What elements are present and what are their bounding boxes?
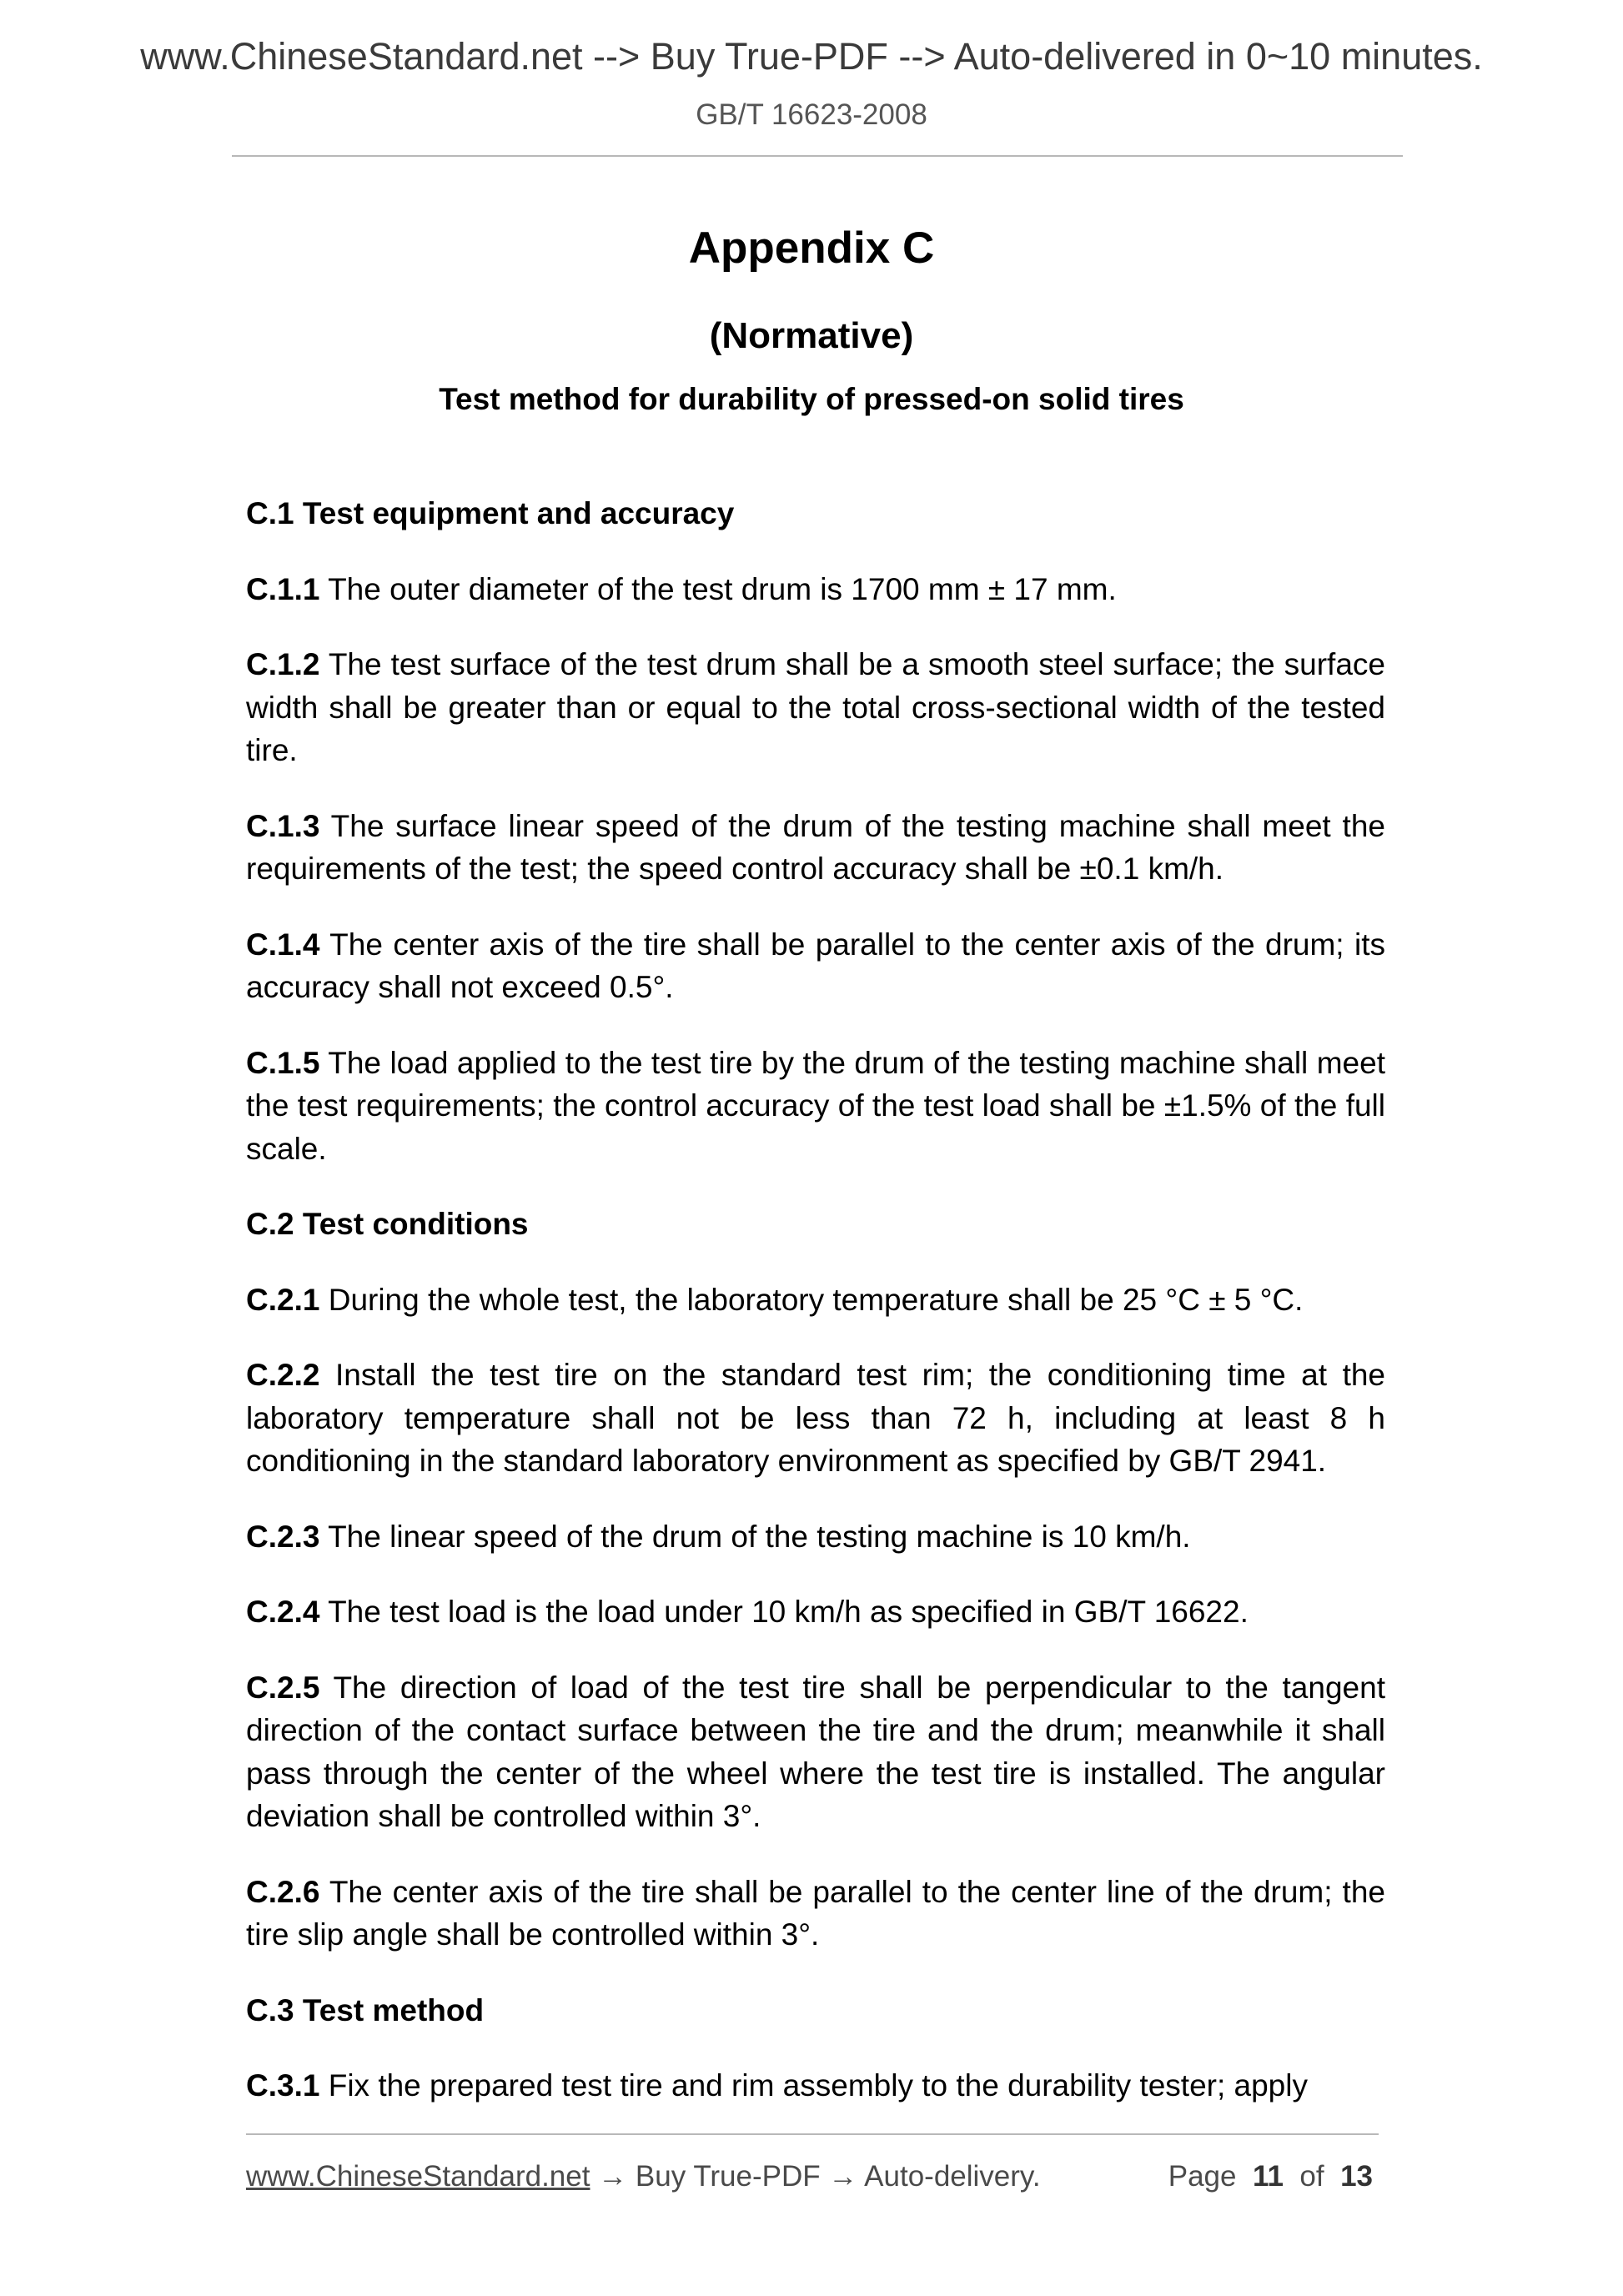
section-heading-c3: C.3 Test method	[246, 1992, 485, 2027]
clause-number: C.1.2	[246, 647, 320, 681]
clause-text: The outer diameter of the test drum is 1700 mm ± 17 mm.	[328, 571, 1117, 606]
clause-c-2-6	[246, 1871, 1385, 1957]
header-divider	[232, 155, 1403, 157]
page-number: 11	[1252, 2160, 1284, 2193]
clause-text: During the whole test, the laboratory temperature shall be 25 °C ± 5 °C.	[328, 1282, 1304, 1317]
section-heading-c1: C.1 Test equipment and accuracy	[246, 496, 735, 530]
appendix-title: Appendix C	[688, 224, 935, 273]
page-total: 13	[1340, 2160, 1373, 2193]
standard-code: GB/T 16623-2008	[696, 98, 927, 131]
footer-promo-text: → Buy True-PDF → Auto-delivery.	[590, 2160, 1041, 2193]
footer-promo	[246, 2158, 1041, 2195]
clause-c-2-2	[246, 1354, 1385, 1483]
clause-text: Install the test tire on the standard test rim; the conditioning time at the laboratory temperature shall not be less than 72 h, including at least 8 h conditioning in the standard laboratory environment as specified by GB/T 2941.	[246, 1358, 1386, 1478]
clause-text: Fix the prepared test tire and rim assembly to the durability tester; apply	[328, 2068, 1308, 2103]
page-of-label: of	[1299, 2160, 1324, 2193]
top-banner[interactable]: www.ChineseStandard.net --> Buy True-PDF --> Auto-delivered in 0~10 minutes.	[140, 35, 1483, 78]
clause-number: C.2.4	[246, 1595, 320, 1629]
clause-text: The surface linear speed of the drum of the testing machine shall meet the requirements of the test; the speed control accuracy shall be ±0.1 km/h.	[246, 808, 1385, 886]
clause-text: The test surface of the test drum shall be a smooth steel surface; the surface width shall be greater than or equal to the total cross-sectional width of the tested tire.	[246, 647, 1385, 767]
clause-c-1-3	[246, 805, 1385, 891]
clause-text: The direction of load of the test tire shall be perpendicular to the tangent direction of the contact surface between the tire and the drum; meanwhile it shall pass through the center of the wheel where the test tire is installed. The angular deviation shall be controlled within 3°.	[246, 1670, 1385, 1833]
clause-c-2-5	[246, 1666, 1385, 1838]
clause-number: C.3.1	[246, 2068, 320, 2103]
clause-number: C.1.4	[246, 927, 320, 962]
clause-c-1-4	[246, 923, 1385, 1009]
clause-text: The center axis of the tire shall be parallel to the center line of the drum; the tire slip angle shall be controlled within 3°.	[246, 1874, 1385, 1952]
clause-c-2-3	[246, 1515, 1385, 1559]
clause-text: The center axis of the tire shall be parallel to the center axis of the drum; its accuracy shall not exceed 0.5°.	[246, 927, 1385, 1004]
clause-text: The test load is the load under 10 km/h as specified in GB/T 16622.	[328, 1595, 1249, 1629]
clause-number: C.2.1	[246, 1282, 320, 1317]
clause-c-2-4	[246, 1590, 1385, 1634]
clause-c-3-1	[246, 2064, 1385, 2108]
clause-text: The linear speed of the drum of the testing machine is 10 km/h.	[328, 1519, 1191, 1554]
clause-number: C.1.1	[246, 571, 320, 606]
clause-number: C.2.3	[246, 1519, 320, 1554]
appendix-type: (Normative)	[709, 315, 914, 356]
appendix-name: Test method for durability of pressed-on solid tires	[439, 382, 1184, 416]
section-heading-c2: C.2 Test conditions	[246, 1207, 529, 1241]
footer-site-link[interactable]: www.ChineseStandard.net	[246, 2160, 590, 2193]
page-label: Page	[1168, 2160, 1237, 2193]
clause-c-1-5	[246, 1042, 1385, 1171]
clause-number: C.2.2	[246, 1358, 320, 1392]
page-indicator	[1168, 2158, 1373, 2195]
clause-number: C.1.5	[246, 1045, 320, 1080]
document-body	[246, 492, 1385, 2140]
clause-text: The load applied to the test tire by the drum of the testing machine shall meet the test requirements; the control accuracy of the test load shall be ±1.5% of the full scale.	[246, 1045, 1385, 1166]
clause-c-2-1	[246, 1279, 1385, 1322]
footer-divider	[246, 2133, 1379, 2135]
clause-number: C.2.5	[246, 1670, 320, 1705]
clause-number: C.1.3	[246, 808, 320, 843]
clause-number: C.2.6	[246, 1874, 320, 1909]
clause-c-1-1	[246, 568, 1385, 611]
clause-c-1-2	[246, 643, 1385, 772]
